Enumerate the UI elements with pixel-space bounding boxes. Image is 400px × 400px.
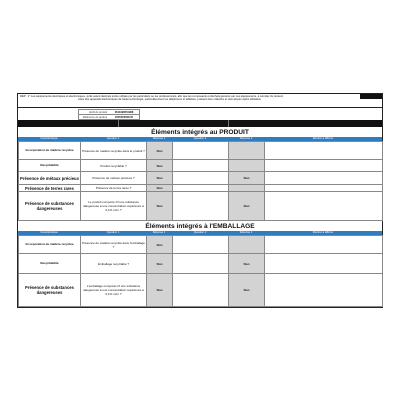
row-label: Présence de substances dangereuses — [19, 274, 81, 307]
packaging-table — [18, 235, 383, 307]
col-answer2: Réponse 2 — [239, 231, 253, 234]
table-row — [19, 172, 383, 185]
product-table — [18, 141, 383, 221]
mention-cell — [265, 254, 383, 274]
col-mention: Mention à afficher — [312, 137, 334, 140]
answer1-cell[interactable]: Non — [147, 185, 173, 192]
separator-bar — [18, 120, 382, 127]
separator-tick — [228, 120, 229, 127]
question2-cell — [173, 254, 229, 274]
answer2-cell[interactable]: Non — [229, 274, 265, 307]
table-row — [19, 274, 383, 307]
col-question2: Question 2 — [193, 137, 207, 140]
mention-cell — [265, 185, 383, 192]
question2-cell — [173, 172, 229, 185]
answer1-cell[interactable]: Non — [147, 142, 173, 160]
answer1-cell[interactable]: Non — [147, 192, 173, 221]
separator-tick — [118, 120, 119, 127]
packaging-section-title: Éléments intégrés à l'EMBALLAGE — [145, 223, 255, 230]
mention-cell — [265, 192, 383, 221]
row-question: Emballage recyclable ? — [81, 254, 147, 274]
reference-value: 2005000001FR — [115, 115, 133, 119]
row-label: Incorporation de matière recyclée — [19, 236, 81, 254]
product-section-title: Éléments intégrés au PRODUIT — [151, 129, 249, 136]
col-answer1: Réponse 1 — [152, 231, 166, 234]
row-label: Présence de terres rares — [19, 185, 81, 192]
col-question1: Question 1 — [106, 137, 120, 140]
row-label: Incorporation de matière recyclée — [19, 142, 81, 160]
mention-cell — [265, 142, 383, 160]
col-question1: Question 1 — [106, 231, 120, 234]
question2-cell — [173, 185, 229, 192]
question2-cell — [173, 274, 229, 307]
regulation-note-line2: visés des appareils électroniques de haute technologie, particulièrement les téléphones et tablettes, puissent être collectés et réemployés après utilisation — [78, 98, 262, 102]
mention-cell — [265, 172, 383, 185]
answer2-cell[interactable]: Non — [229, 192, 265, 221]
answer2-cell[interactable] — [229, 160, 265, 172]
mention-cell — [265, 160, 383, 172]
regulation-note — [18, 94, 382, 108]
question2-cell — [173, 192, 229, 221]
col-characteristic: Caractéristique — [40, 231, 58, 234]
answer2-cell[interactable] — [229, 236, 265, 254]
mention-cell — [265, 274, 383, 307]
row-question: Présence de terres rares ? — [81, 185, 147, 192]
table-row — [19, 160, 383, 172]
table-row — [19, 254, 383, 274]
mention-cell — [265, 236, 383, 254]
reference-label: Référence du produit — [82, 115, 107, 119]
question2-cell — [173, 236, 229, 254]
table-row — [19, 236, 383, 254]
header-black-block — [360, 94, 382, 99]
col-mention: Mention à afficher — [312, 231, 334, 234]
row-question: Produit recyclable ? — [81, 160, 147, 172]
row-question: Le produit comporte-t'il une substance dangereuse à une concentration supérieure à 0,1% m/m ? — [81, 192, 147, 221]
answer2-cell[interactable] — [229, 142, 265, 160]
row-question: Présence de métaux précieux ? — [81, 172, 147, 185]
question2-cell — [173, 142, 229, 160]
col-characteristic: Caractéristique — [40, 137, 58, 140]
answer1-cell[interactable]: Non — [147, 160, 173, 172]
regulation-note-line1: REP : 1° Les équipements électriques et électroniques, qu'ils soient destinés à être utilisés par les particuliers ou les professionnels, afin que les composants et déchets générés par ces équipements, à compter du présent — [20, 95, 283, 98]
table-row — [19, 185, 383, 192]
col-answer1: Réponse 1 — [152, 137, 166, 140]
product-sheet — [17, 93, 383, 308]
row-label: Recyclabilité — [19, 254, 81, 274]
table-row — [19, 142, 383, 160]
row-label: Recyclabilité — [19, 160, 81, 172]
col-question2: Question 2 — [193, 231, 207, 234]
answer1-cell[interactable]: Non — [147, 274, 173, 307]
row-question: Présence de matière recyclée dans l'emballage ? — [81, 236, 147, 254]
answer1-cell[interactable]: Non — [147, 254, 173, 274]
answer1-cell[interactable]: Non — [147, 236, 173, 254]
answer2-cell[interactable]: Non — [229, 172, 265, 185]
answer2-cell[interactable] — [229, 185, 265, 192]
row-question: L'emballage comporte-t'il une substance dangereuse à une concentration supérieure à 0,1% m/m ? — [81, 274, 147, 307]
row-question: Présence de matière recyclée dans le produit ? — [81, 142, 147, 160]
ean-label: EAN du produit — [89, 110, 107, 114]
ean-value: 3611998561988 — [114, 110, 134, 114]
answer1-cell[interactable]: Non — [147, 172, 173, 185]
row-label: Présence de métaux précieux — [19, 172, 81, 185]
col-answer2: Réponse 2 — [239, 137, 253, 140]
table-row — [19, 192, 383, 221]
answer2-cell[interactable]: Non — [229, 254, 265, 274]
row-label: Présence de substances dangereuses — [19, 192, 81, 221]
question2-cell — [173, 160, 229, 172]
product-identifiers — [78, 109, 140, 120]
